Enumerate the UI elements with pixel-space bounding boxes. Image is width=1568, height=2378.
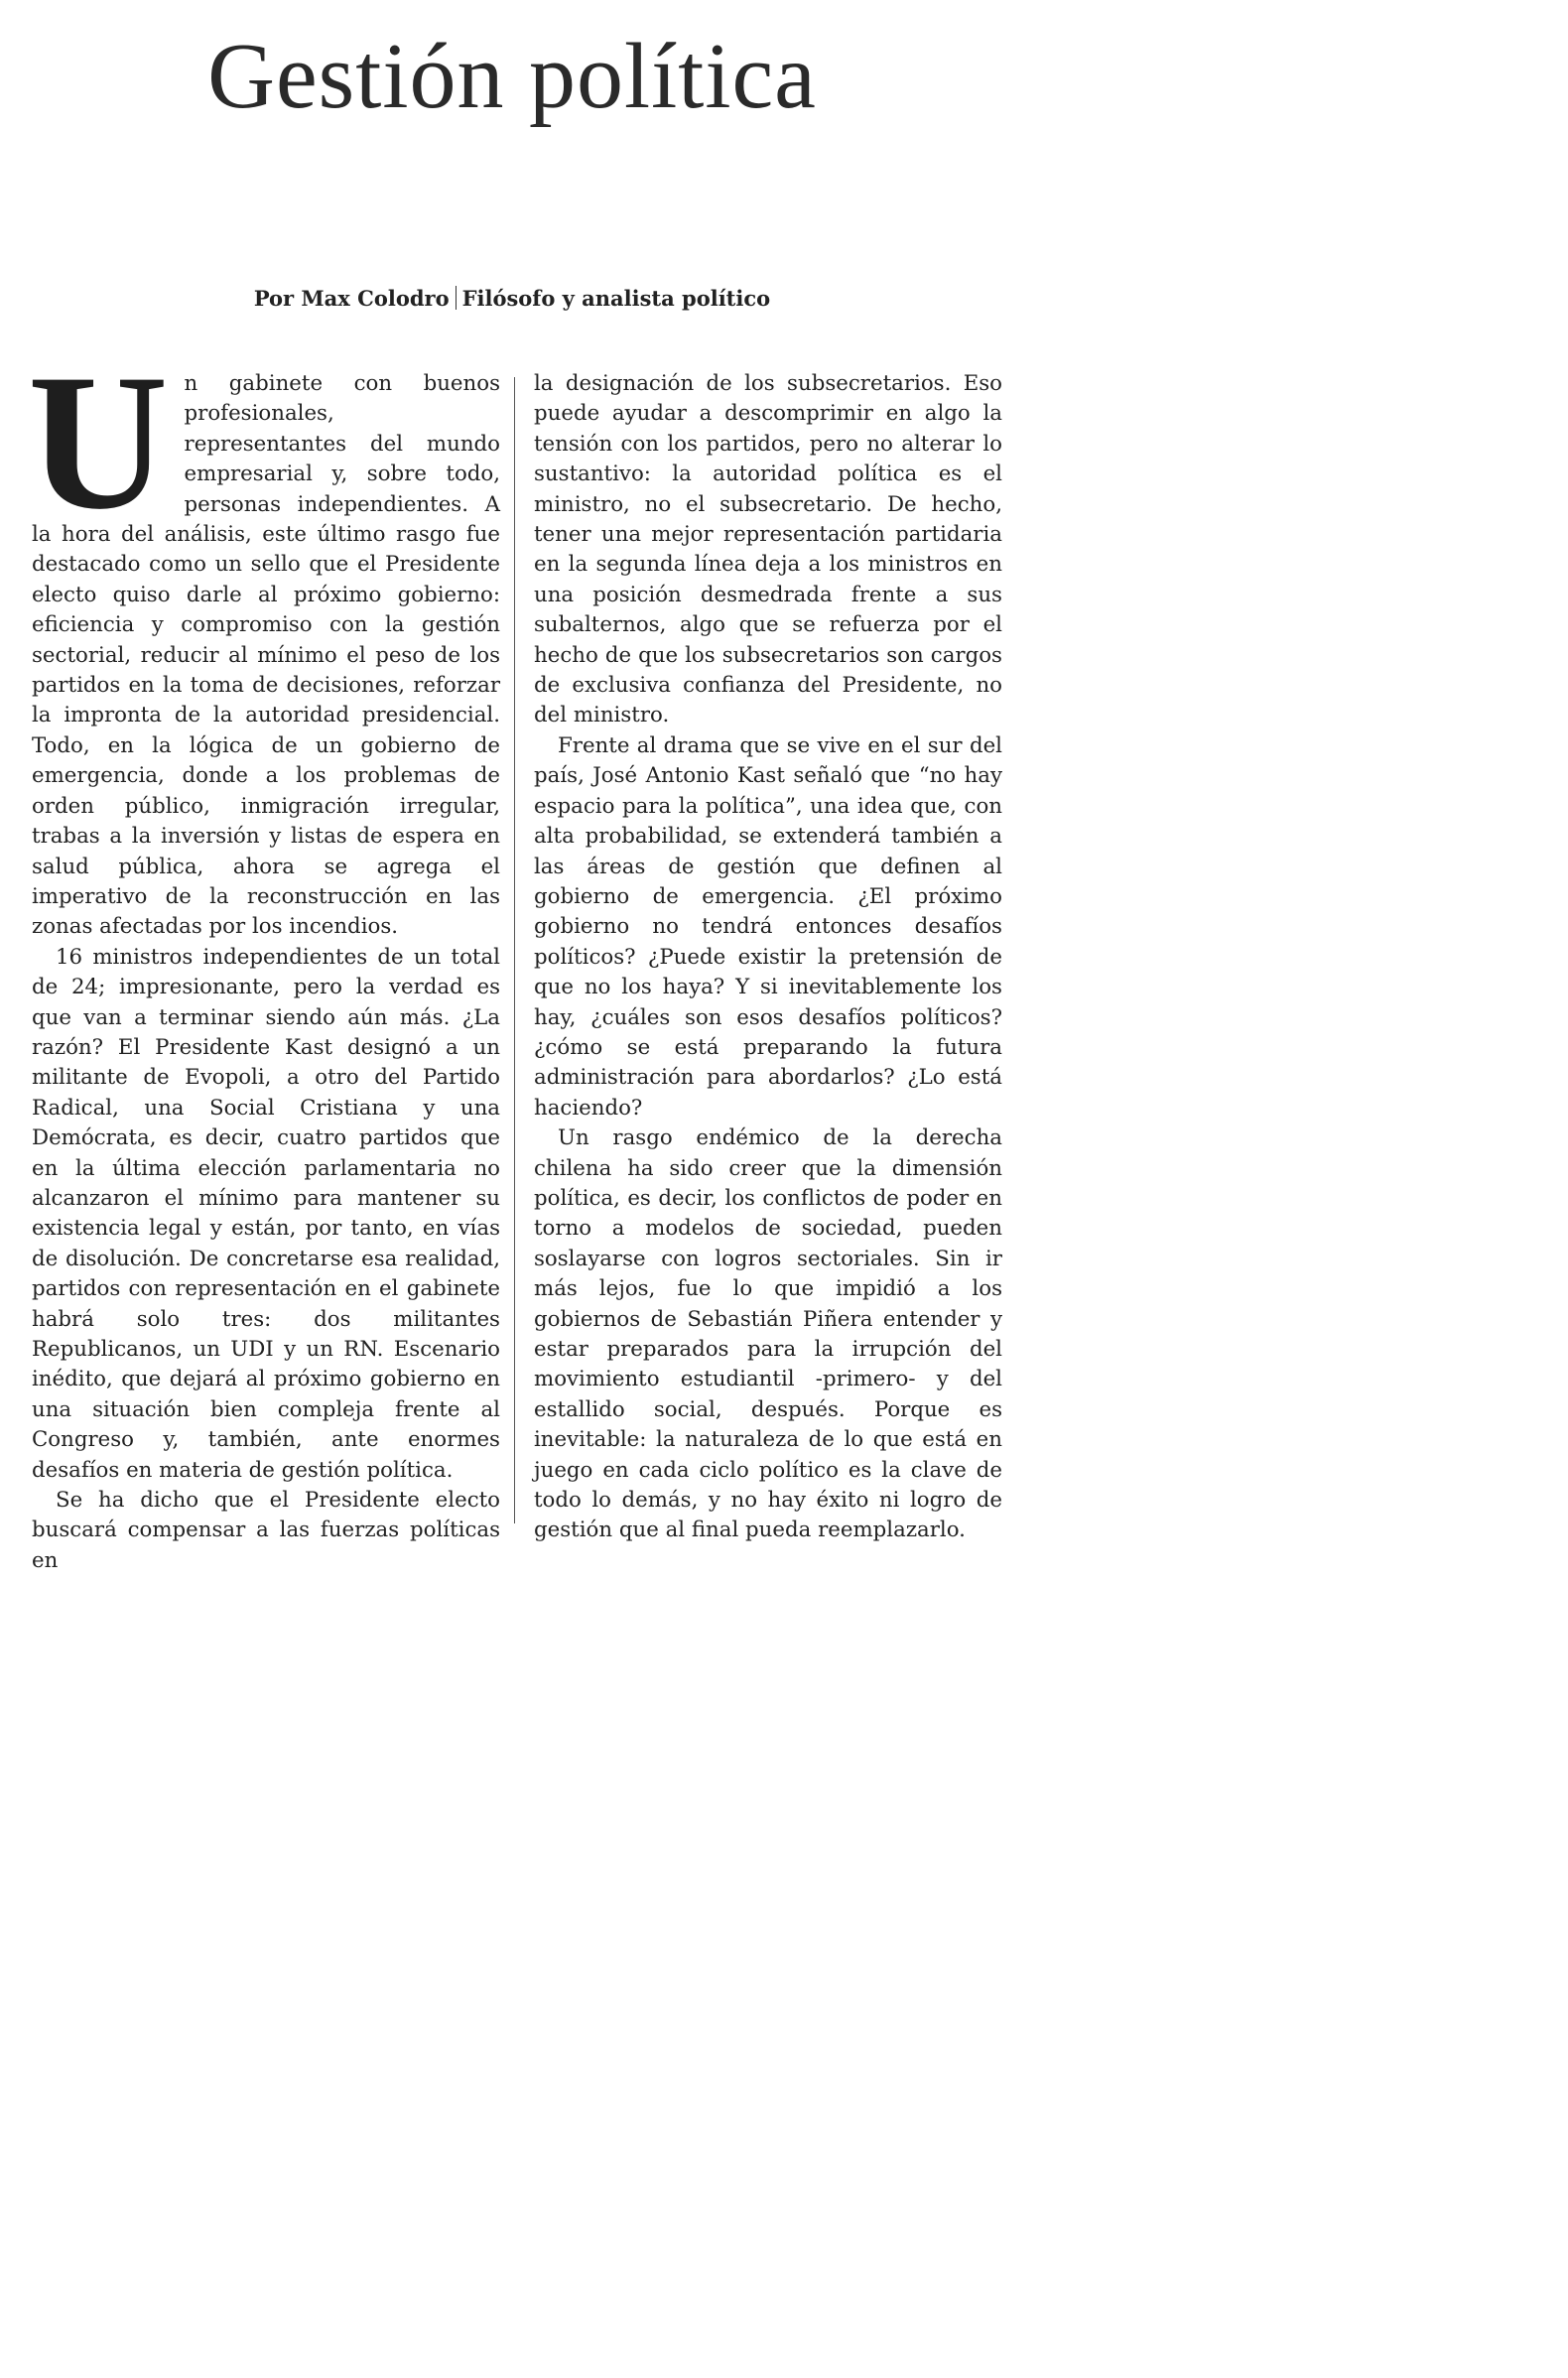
paragraph-text: n gabinete con buenos profesionales, representantes del mundo empresarial y, sobre todo, personas independientes. A la hora del análisis, este último rasgo fue destacado como un sello que el Presidente electo quiso darle al próximo gobierno: eficiencia y compromiso con la gestión sectorial, reducir al mínimo el peso de los partidos en la toma de decisiones, reforzar la impronta de la autoridad presidencial. Todo, en la lógica de un gobierno de emergencia, donde a los problemas de orden público, inmigración irregular, trabas a la inversión y listas de espera en salud pública, ahora se agrega el imperativo de la reconstrucción en las zonas afectadas por los incendios.: [32, 371, 500, 940]
drop-cap: U: [28, 334, 169, 550]
article-paragraph: Se ha dicho que el Presidente electo buscará compensar a las fuerzas políticas en: [32, 1488, 500, 1573]
article-paragraph: [28, 334, 500, 943]
byline-separator: [456, 286, 457, 310]
article-column-right: [534, 369, 1002, 1546]
article-column-left: [28, 334, 500, 1576]
byline-author: Por Max Colodro: [253, 286, 450, 311]
article-paragraph: 16 ministros independientes de un total de 24; impresionante, pero la verdad es que van a terminar siendo aún más. ¿La razón? El Presidente Kast designó a un militante de Evopoli, a otro del Partido Radical, una Social Cristiana y una Demócrata, es decir, cuatro partidos que en la última elección parlamentaria no alcanzaron el mínimo para mantener su existencia legal y están, por tanto, en vías de disolución. De concretarse esa realidad, partidos con representación en el gabinete habrá solo tres: dos militantes Republicanos, un UDI y un RN. Escenario inédito, que dejará al próximo gobierno en una situación bien compleja frente al Congreso y, también, ante enormes desafíos en materia de gestión política.: [32, 944, 500, 1483]
byline: [0, 284, 1024, 314]
byline-role: Filósofo y analista político: [461, 286, 771, 311]
column-divider: [514, 377, 515, 1523]
article-paragraph: Frente al drama que se vive en el sur del país, José Antonio Kast señaló que “no hay espacio para la política”, una idea que, con alta probabilidad, se extenderá también a las áreas de gestión que definen al gobierno de emergencia. ¿El próximo gobierno no tendrá entonces desafíos políticos? ¿Puede existir la pretensión de que no los haya? Y si inevitablemente los hay, ¿cuáles son esos desafíos políticos? ¿cómo se está preparando la futura administración para abordarlos? ¿Lo está haciendo?: [534, 732, 1002, 1121]
article-headline: Gestión política: [207, 25, 817, 128]
article-paragraph: la designación de los subsecretarios. Eso puede ayudar a descomprimir en algo la tensión con los partidos, pero no alterar lo sustantivo: la autoridad política es el ministro, no el subsecretario. De hecho, tener una mejor representación partidaria en la segunda línea deja a los ministros en una posición desmedrada frente a sus subalternos, algo que se refuerza por el hecho de que los subsecretarios son cargos de exclusiva confianza del Presidente, no del ministro.: [534, 371, 1002, 728]
article-paragraph: Un rasgo endémico de la derecha chilena ha sido creer que la dimensión política, es decir, los conflictos de poder en torno a modelos de sociedad, pueden soslayarse con logros sectoriales. Sin ir más lejos, fue lo que impidió a los gobiernos de Sebastián Piñera entender y estar preparados para la irrupción del movimiento estudiantil -primero- y del estallido social, después. Porque es inevitable: la naturaleza de lo que está en juego en cada ciclo político es la clave de todo lo demás, y no hay éxito ni logro de gestión que al final pueda reemplazarlo.: [534, 1125, 1002, 1543]
